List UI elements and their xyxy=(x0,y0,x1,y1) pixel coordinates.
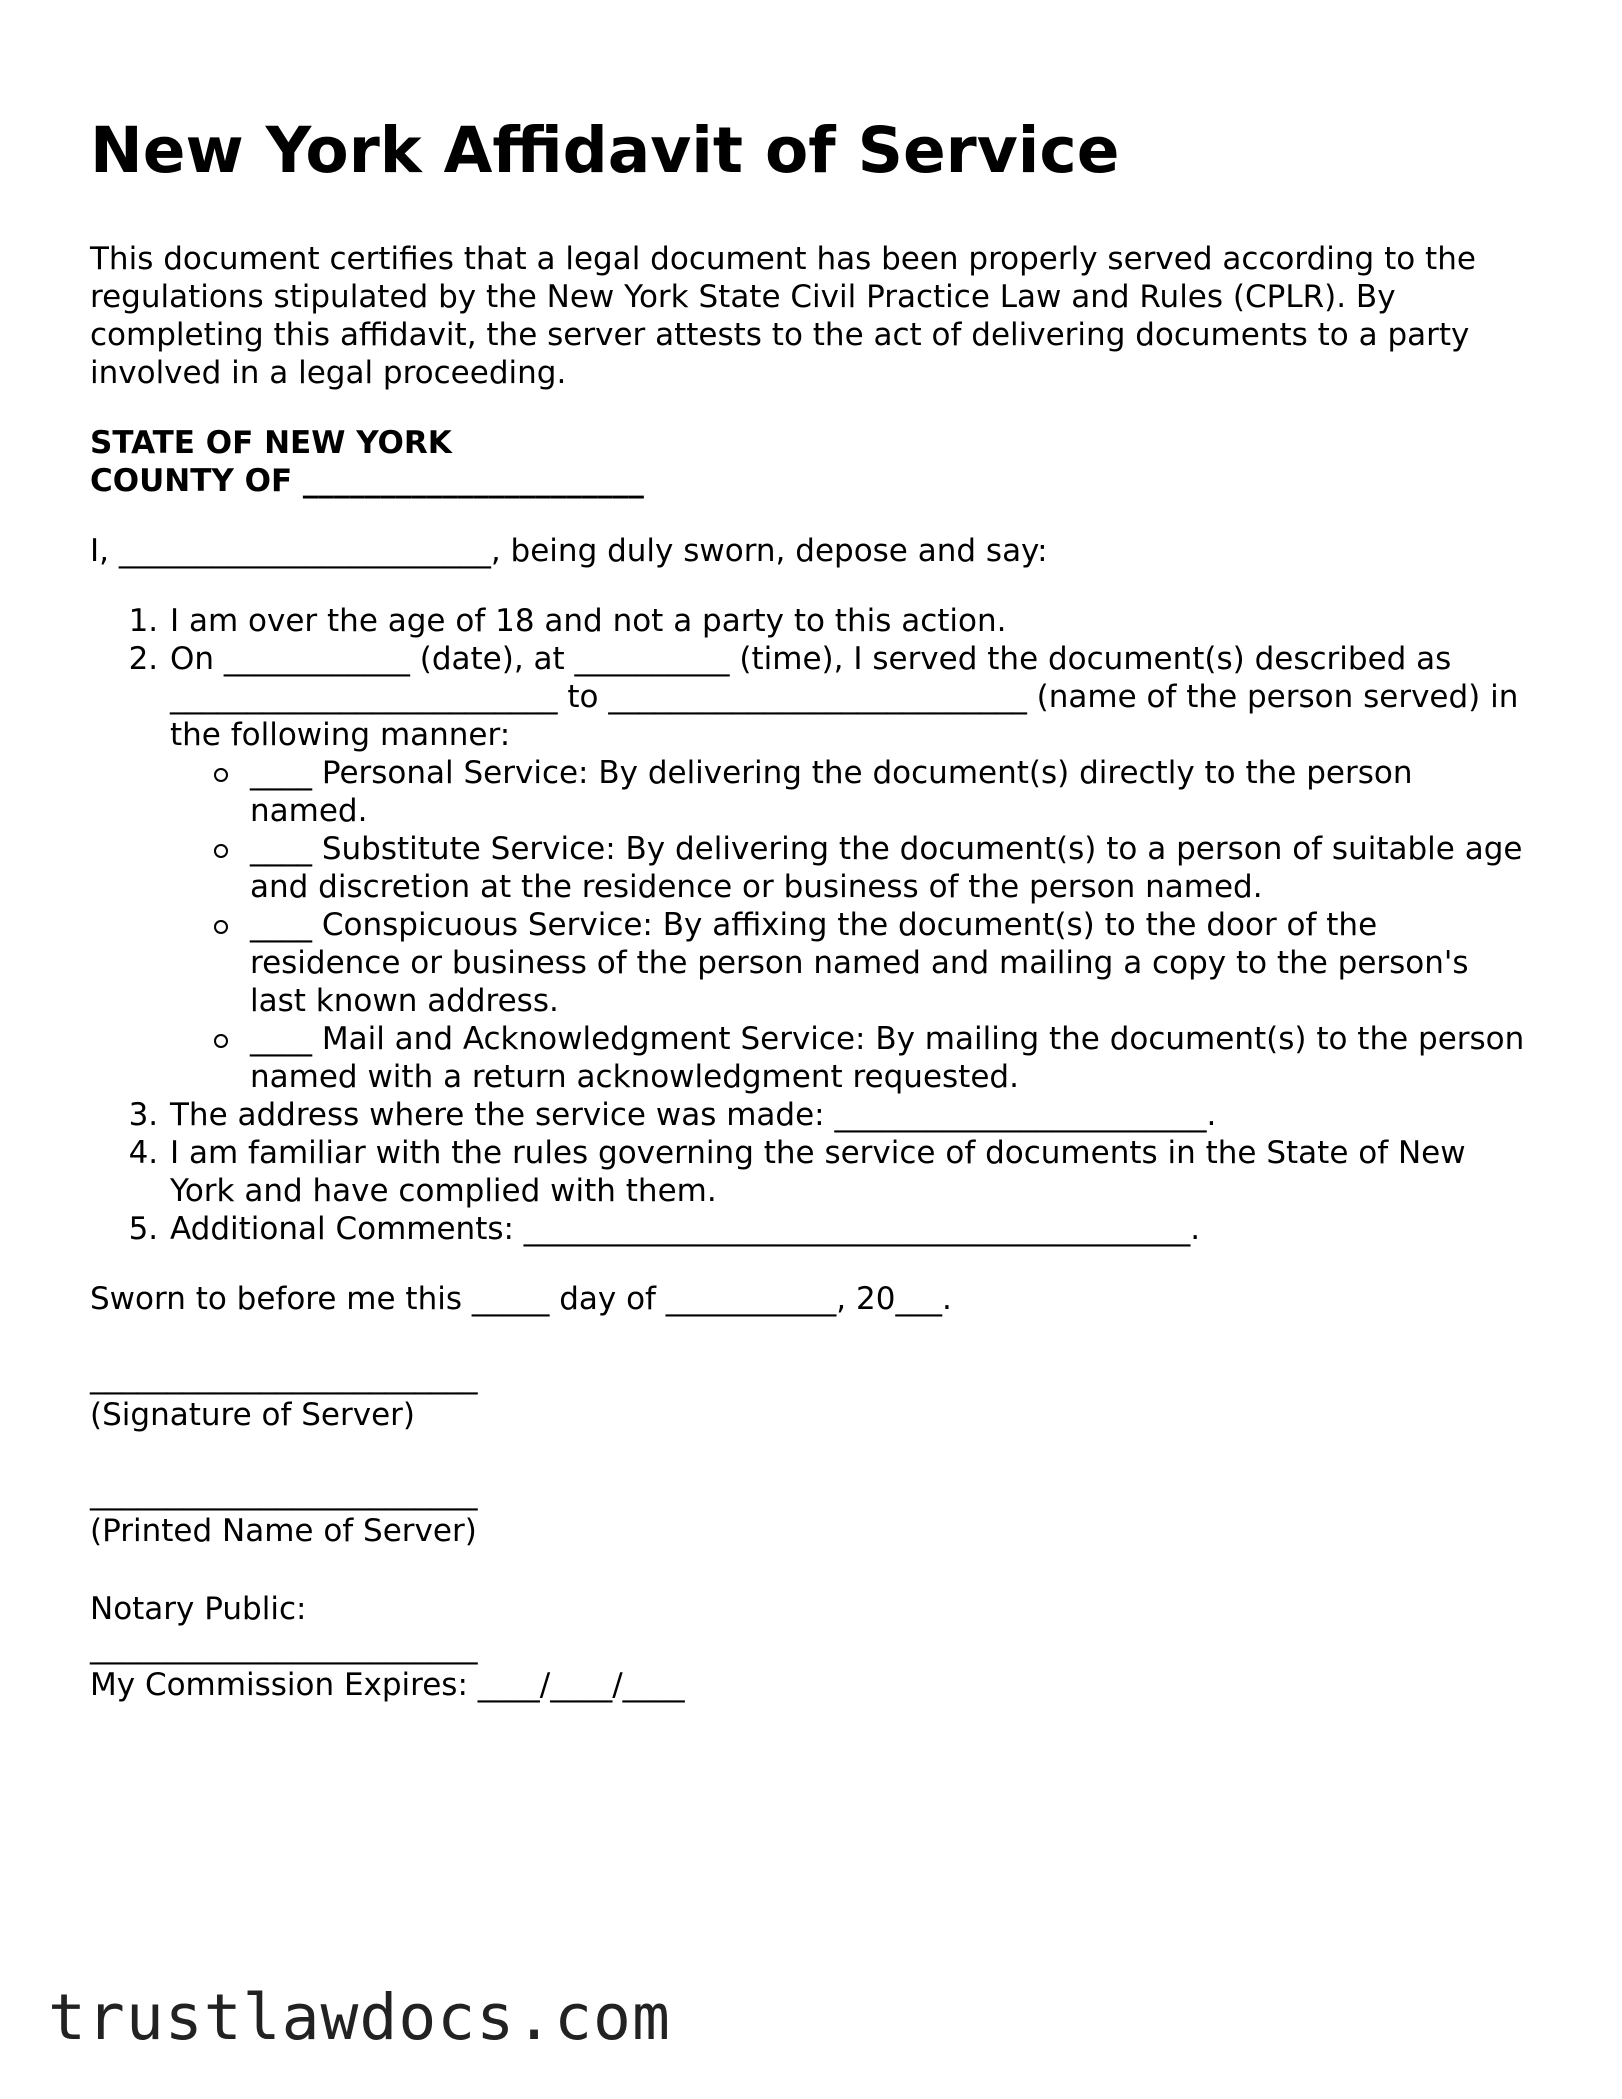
method-mail-service: ____ Mail and Acknowledgment Service: By mailing the document(s) to the person named with a return acknowledgment requested. xyxy=(250,1020,1530,1096)
statement-comments: 5. Additional Comments: ___________________________________________. xyxy=(168,1210,1530,1248)
statements-list xyxy=(90,602,1530,1248)
oath-line: I, ________________________, being duly sworn, depose and say: xyxy=(90,533,1048,569)
method-substitute-service: ____ Substitute Service: By delivering the document(s) to a person of suitable age and discretion at the residence or business of the person named. xyxy=(250,830,1530,906)
site-watermark: trustlawdocs.com xyxy=(48,1981,671,2054)
service-methods-list xyxy=(170,754,1530,1096)
signature-line: _________________________ xyxy=(90,1359,478,1395)
notary-signature-line: _________________________ xyxy=(90,1629,478,1665)
document-page xyxy=(90,112,1530,1704)
signature-label: (Signature of Server) xyxy=(90,1397,415,1433)
commission-expires: My Commission Expires: ____/____/____ xyxy=(90,1667,685,1703)
venue-county: COUNTY OF ______________________ xyxy=(90,463,644,499)
intro-paragraph: This document certifies that a legal document has been properly served according to the regulations stipulated by the New York State Civil Practice Law and Rules (CPLR). By completing this affidavit, the server attests to the act of delivering documents to a party involved in a legal proceeding. xyxy=(90,241,1476,391)
statement-address: 3. The address where the service was made: ________________________. xyxy=(168,1096,1530,1134)
method-conspicuous-service: ____ Conspicuous Service: By affixing the document(s) to the door of the residence or business of the person named and mailing a copy to the person's last known address. xyxy=(250,906,1530,1020)
printed-name-line: _________________________ xyxy=(90,1475,478,1511)
venue-state: STATE OF NEW YORK xyxy=(90,425,452,461)
printed-name-block xyxy=(90,1474,1530,1550)
venue-block xyxy=(90,424,1530,500)
statement-service: 2. On ____________ (date), at __________ (time), I served the document(s) described as _________________________ to ___________________________ (name of the person served) in the following manner: ____ Personal Service: By delivering the document(s) directly to the person named. ____ Substitute Service: By delivering the document(s) to a person of suitable age and discretion at the residence or business of the person named. ____ Conspicuous Service: By affixing the document(s) to the door of the residence or business of the person named and mailing a copy to the person's last known address. ____ Mail and Acknowledgment Service: By mailing the document(s) to the person named with a return acknowledgment requested. xyxy=(168,640,1530,1096)
sworn-line: Sworn to before me this _____ day of ___________, 20___. xyxy=(90,1281,952,1317)
method-personal-service: ____ Personal Service: By delivering the document(s) directly to the person named. xyxy=(250,754,1530,830)
document-title: New York Affidavit of Service xyxy=(90,114,1120,187)
statement-familiarity: 4. I am familiar with the rules governing the service of documents in the State of New York and have complied with them. xyxy=(168,1134,1530,1210)
notary-label: Notary Public: xyxy=(90,1591,307,1627)
printed-name-label: (Printed Name of Server) xyxy=(90,1513,477,1549)
statement-age: 1. I am over the age of 18 and not a party to this action. xyxy=(168,602,1530,640)
server-signature-block xyxy=(90,1358,1530,1434)
notary-block xyxy=(90,1590,1530,1704)
